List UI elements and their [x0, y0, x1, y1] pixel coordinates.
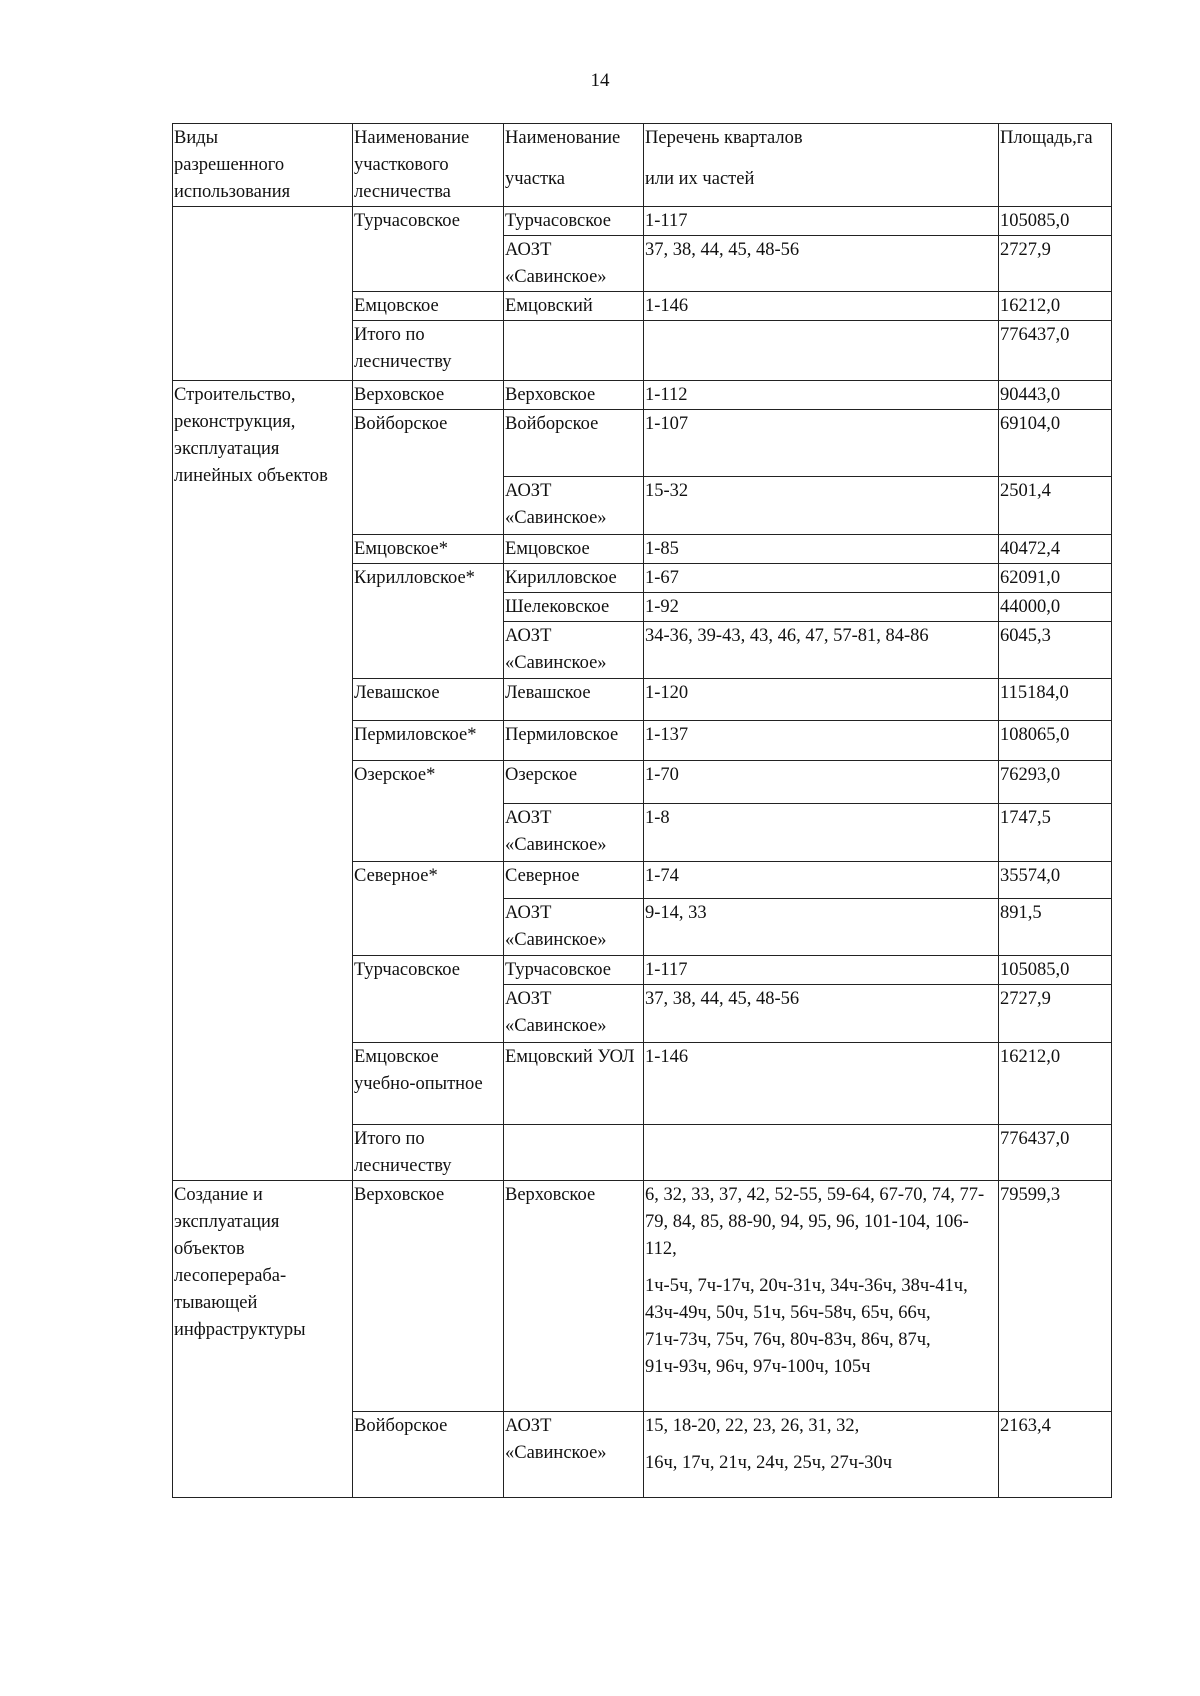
quarters-cell: 1-67 — [644, 564, 999, 593]
header-area: Площадь,га — [999, 124, 1112, 207]
quarters-cell: 1-107 — [644, 410, 999, 477]
quarters-cell: 9-14, 33 — [644, 899, 999, 956]
quarters-cell: 1-117 — [644, 956, 999, 985]
area-cell: 115184,0 — [999, 679, 1112, 721]
use-type-cell: Строительство, реконструкция, эксплуатация линейных объектов — [173, 381, 353, 1181]
plot-cell: АОЗТ «Савинское» — [504, 1412, 644, 1498]
area-cell: 2727,9 — [999, 236, 1112, 292]
quarters-cell: 1-112 — [644, 381, 999, 410]
plot-cell: АОЗТ «Савинское» — [504, 985, 644, 1043]
plot-cell: Емцовское — [504, 535, 644, 564]
use-type-cell: Создание и эксплуатация объектов лесоперераба-тывающей инфраструктуры — [173, 1181, 353, 1498]
plot-cell: АОЗТ «Савинское» — [504, 804, 644, 862]
quarters-cell: 37, 38, 44, 45, 48-56 — [644, 985, 999, 1043]
forestry-cell: Турчасовское — [353, 207, 504, 292]
quarters-cell: 1-8 — [644, 804, 999, 862]
area-cell: 44000,0 — [999, 593, 1112, 622]
plot-cell — [504, 1125, 644, 1181]
plot-cell: Кирилловское — [504, 564, 644, 593]
quarters-cell: 37, 38, 44, 45, 48-56 — [644, 236, 999, 292]
quarters-partial-list: 1ч-5ч, 7ч-17ч, 20ч-31ч, 34ч-36ч, 38ч-41ч, 43ч-49ч, 50ч, 51ч, 56ч-58ч, 65ч, 66ч, 71ч-73ч, 75ч, 76ч, 80ч-83ч, 86ч, 87ч, 91ч-93ч, 96ч, 97ч-100ч, 105ч — [645, 1276, 968, 1377]
plot-cell: Турчасовское — [504, 956, 644, 985]
forestry-cell: Северное* — [353, 862, 504, 956]
quarters-cell — [644, 1125, 999, 1181]
area-cell: 891,5 — [999, 899, 1112, 956]
plot-cell: АОЗТ «Савинское» — [504, 477, 644, 535]
forestry-cell: Емцовское учебно-опытное — [353, 1043, 504, 1125]
forestry-cell: Левашское — [353, 679, 504, 721]
forestry-cell: Верховское — [353, 1181, 504, 1412]
quarters-cell: 1-70 — [644, 761, 999, 804]
quarters-cell: 1-92 — [644, 593, 999, 622]
plot-cell: АОЗТ «Савинское» — [504, 236, 644, 292]
plot-cell: Левашское — [504, 679, 644, 721]
quarters-cell — [644, 1412, 999, 1498]
header-use-type: Виды разрешенного использования — [173, 124, 353, 207]
forestry-cell: Емцовское — [353, 292, 504, 321]
quarters-cell: 1-117 — [644, 207, 999, 236]
area-cell: 105085,0 — [999, 207, 1112, 236]
header-quarters-list: Перечень кварталов или их частей — [644, 124, 999, 207]
plot-cell — [504, 321, 644, 381]
table-header-row — [173, 124, 1112, 207]
quarters-cell: 15-32 — [644, 477, 999, 535]
page-number: 14 — [590, 70, 610, 91]
area-cell: 2501,4 — [999, 477, 1112, 535]
plot-cell: Емцовский УОЛ — [504, 1043, 644, 1125]
table-row — [173, 381, 1112, 410]
header-plot-name: Наименование участка — [504, 124, 644, 207]
area-cell: 79599,3 — [999, 1181, 1112, 1412]
forestry-cell: Войборское — [353, 1412, 504, 1498]
area-cell: 90443,0 — [999, 381, 1112, 410]
quarters-cell: 34-36, 39-43, 43, 46, 47, 57-81, 84-86 — [644, 622, 999, 679]
plot-cell: Турчасовское — [504, 207, 644, 236]
quarters-cell — [644, 1181, 999, 1412]
quarters-cell — [644, 321, 999, 381]
area-cell: 40472,4 — [999, 535, 1112, 564]
area-cell: 62091,0 — [999, 564, 1112, 593]
forestry-cell: Итого по лесничеству — [353, 1125, 504, 1181]
quarters-full-list: 6, 32, 33, 37, 42, 52-55, 59-64, 67-70, 74, 77-79, 84, 85, 88-90, 94, 95, 96, 101-104, 106-112, — [645, 1185, 985, 1259]
forestry-cell: Итого по лесничеству — [353, 321, 504, 381]
plot-cell: Северное — [504, 862, 644, 899]
table-row — [173, 1181, 1112, 1412]
area-cell: 35574,0 — [999, 862, 1112, 899]
plot-cell: АОЗТ «Савинское» — [504, 622, 644, 679]
header-forestry-name: Наименование участкового лесничества — [353, 124, 504, 207]
area-cell: 2727,9 — [999, 985, 1112, 1043]
plot-cell: Верховское — [504, 1181, 644, 1412]
quarters-cell: 1-137 — [644, 721, 999, 761]
permitted-use-table — [172, 123, 1112, 1498]
area-cell: 16212,0 — [999, 1043, 1112, 1125]
forestry-cell: Кирилловское* — [353, 564, 504, 679]
table-row — [173, 207, 1112, 236]
quarters-cell: 1-85 — [644, 535, 999, 564]
forestry-cell: Озерское* — [353, 761, 504, 862]
area-cell: 2163,4 — [999, 1412, 1112, 1498]
plot-cell: Шелековское — [504, 593, 644, 622]
plot-cell: Емцовский — [504, 292, 644, 321]
area-cell: 776437,0 — [999, 1125, 1112, 1181]
quarters-partial-list: 16ч, 17ч, 21ч, 24ч, 25ч, 27ч-30ч — [645, 1453, 893, 1473]
plot-cell: АОЗТ «Савинское» — [504, 899, 644, 956]
forestry-cell: Войборское — [353, 410, 504, 535]
forestry-cell: Емцовское* — [353, 535, 504, 564]
forestry-cell: Пермиловское* — [353, 721, 504, 761]
quarters-cell: 1-120 — [644, 679, 999, 721]
plot-cell: Озерское — [504, 761, 644, 804]
use-type-cell — [173, 207, 353, 381]
quarters-cell: 1-74 — [644, 862, 999, 899]
area-cell: 1747,5 — [999, 804, 1112, 862]
plot-cell: Войборское — [504, 410, 644, 477]
forestry-cell: Турчасовское — [353, 956, 504, 1043]
quarters-cell: 1-146 — [644, 1043, 999, 1125]
area-cell: 76293,0 — [999, 761, 1112, 804]
quarters-full-list: 15, 18-20, 22, 23, 26, 31, 32, — [645, 1416, 860, 1436]
forestry-cell: Верховское — [353, 381, 504, 410]
area-cell: 16212,0 — [999, 292, 1112, 321]
area-cell: 108065,0 — [999, 721, 1112, 761]
area-cell: 6045,3 — [999, 622, 1112, 679]
plot-cell: Верховское — [504, 381, 644, 410]
area-cell: 69104,0 — [999, 410, 1112, 477]
area-cell: 776437,0 — [999, 321, 1112, 381]
quarters-cell: 1-146 — [644, 292, 999, 321]
area-cell: 105085,0 — [999, 956, 1112, 985]
plot-cell: Пермиловское — [504, 721, 644, 761]
